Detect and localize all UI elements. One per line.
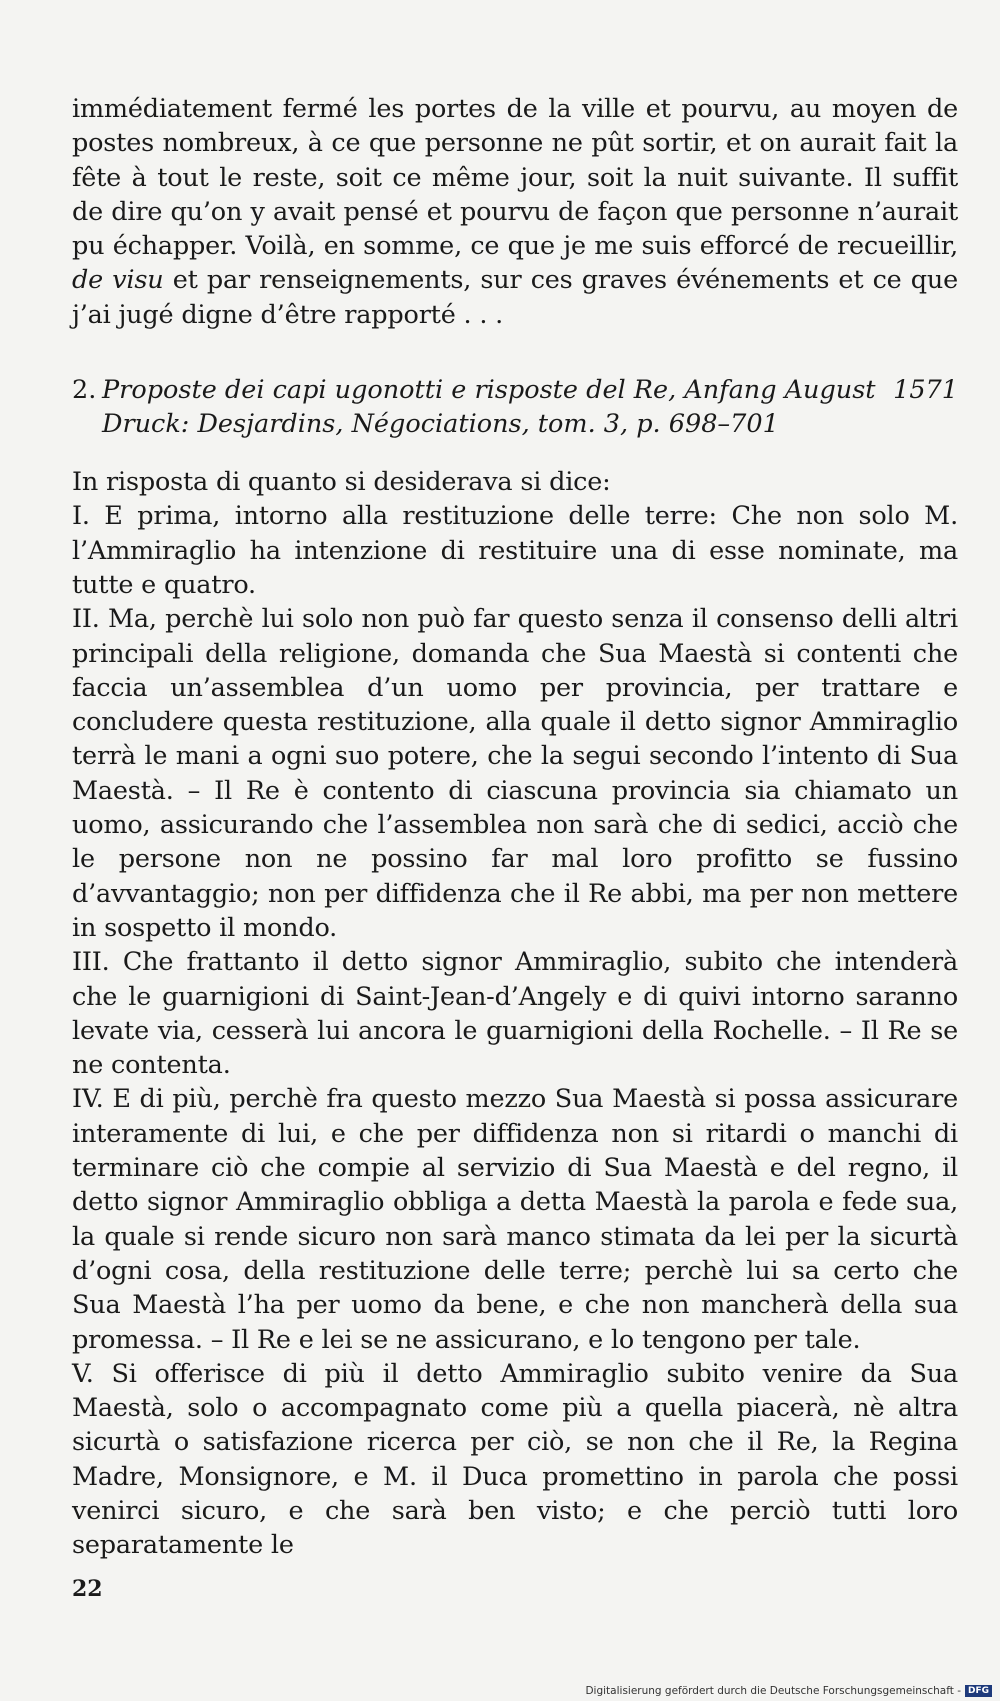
paragraph-intro-line: In risposta di quanto si desiderava si dice: <box>72 467 611 498</box>
paragraph-item-1: I. E prima, intorno alla restituzione delle terre: Che non solo M. l’Ammiraglio ha intenzione di restituire una di esse nominate, ma tutte e quatro. <box>72 501 958 600</box>
intro-paragraph <box>72 92 958 332</box>
digitization-footer <box>585 1685 992 1697</box>
intro-italic-phrase: de visu <box>72 265 164 296</box>
page-number: 22 <box>72 1576 103 1602</box>
footer-text: Digitalisierung gefördert durch die Deutsche Forschungsgemeinschaft - <box>585 1685 961 1697</box>
section-title: Proposte dei capi ugonotti e risposte del Re, Anfang August <box>102 375 876 406</box>
intro-text-part2: et par renseignements, sur ces graves événements et ce que j’ai jugé digne d’être rapporté . . . <box>72 265 958 330</box>
dfg-logo: DFG <box>965 1685 992 1697</box>
intro-text-part1: immédiatement fermé les portes de la ville et pourvu, au moyen de postes nombreux, à ce que personne ne pût sortir, et on aurait fait la fête à tout le reste, soit ce même jour, soit la nuit suivante. Il suffit de dire qu’on y avait pensé et pourvu de façon que personne n’aurait pu échapper. Voilà, en somme, ce que je me suis efforcé de recueillir, <box>72 94 958 262</box>
paragraph-item-2: II. Ma, perchè lui solo non può far questo senza il consenso delli altri principali della religione, domanda che Sua Maestà si contenti che faccia un’assemblea d’un uomo per provincia, per trattare e concludere questa restituzione, alla quale il detto signor Ammiraglio terrà le mani a ogni suo potere, che la segui secondo l’intento di Sua Maestà. – Il Re è contento di ciascuna provincia sia chiamato un uomo, assicurando che l’assemblea non sarà che di sedici, acciò che le persone non ne possino far mal loro profitto se fussino d’avvantaggio; non per diffidenza che il Re abbi, ma per non mettere in sospetto il mondo. <box>72 604 958 943</box>
page-body <box>72 92 958 1563</box>
paragraph-item-4: IV. E di più, perchè fra questo mezzo Sua Maestà si possa assicurare interamente di lui, e che per diffidenza non si ritardi o manchi di terminare ciò che compie al servizio di Sua Maestà e del regno, il detto signor Ammiraglio obbliga a detta Maestà la parola e fede sua, la quale si rende sicuro non sarà manco stimata da lei per la sicurtà d’ogni cosa, della restituzione delle terre; perchè lui sa certo che Sua Maestà l’ha per uomo da bene, e che non mancherà della sua promessa. – Il Re e lei se ne assicurano, e lo tengono per tale. <box>72 1084 958 1355</box>
section-source: Druck: Desjardins, Négociations, tom. 3, p. 698–701 <box>102 409 779 440</box>
section-number: 2. <box>72 375 97 406</box>
section-heading <box>72 373 958 441</box>
paragraph-item-5: V. Si offerisce di più il detto Ammiraglio subito venire da Sua Maestà, solo o accompagnato come più a quella piacerà, nè altra sicurtà o satisfazione ricerca per ciò, se non che il Re, la Regina Madre, Monsignore, e M. il Duca promettino in parola che possi venirci sicuro, e che sarà ben visto; e che perciò tutti loro separatamente le <box>72 1358 958 1561</box>
section-heading-line1 <box>72 373 958 407</box>
section-year: 1571 <box>893 375 958 406</box>
paragraph-item-3: III. Che frattanto il detto signor Ammiraglio, subito che intenderà che le guarnigioni di Saint-Jean-d’Angely e di quivi intorno saranno levate via, cesserà lui ancora le guarnigioni della Rochelle. – Il Re se ne contenta. <box>72 947 958 1081</box>
